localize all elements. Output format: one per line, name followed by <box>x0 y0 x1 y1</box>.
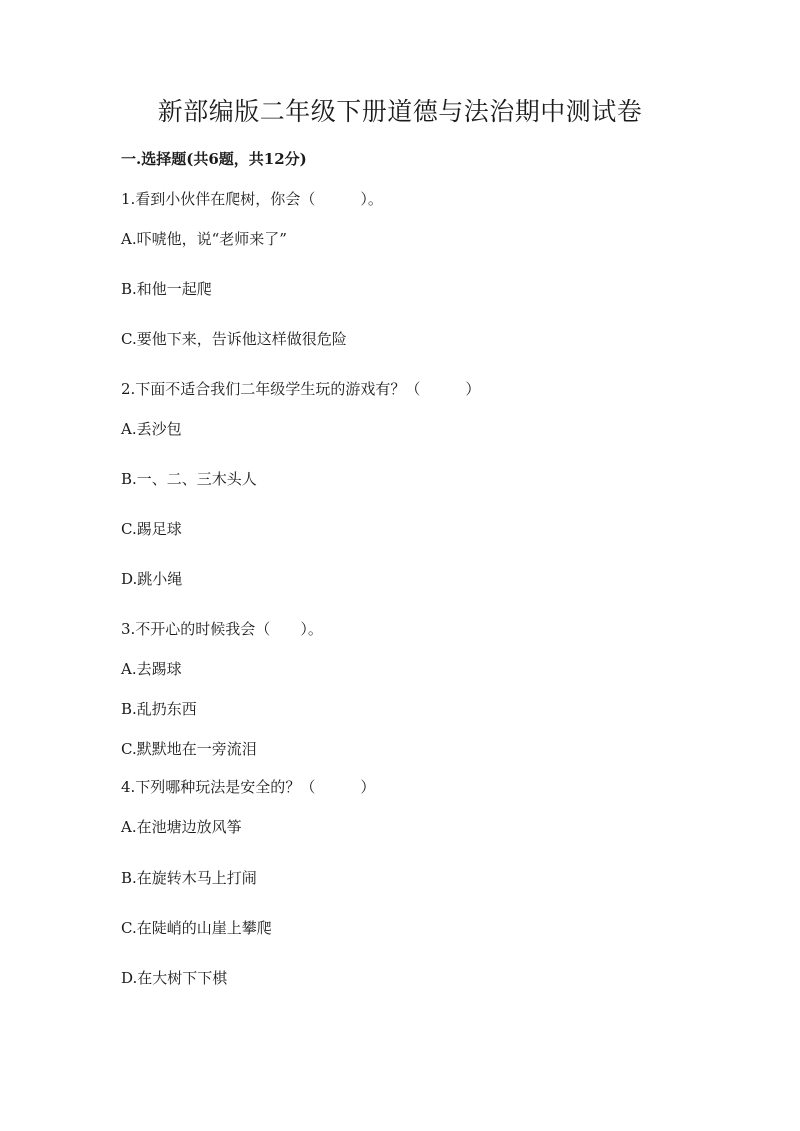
question-2-option-c: C.踢足球 <box>121 520 182 538</box>
question-3-stem: 3.不开心的时候我会（ ）。 <box>121 620 323 638</box>
question-2-option-b: B.一、二、三木头人 <box>121 470 257 488</box>
question-3-option-b: B.乱扔东西 <box>121 700 197 718</box>
question-4-option-a: A.在池塘边放风筝 <box>121 818 242 836</box>
page-title: 新部编版二年级下册道德与法治期中测试卷 <box>157 97 643 126</box>
question-1-option-a: A.吓唬他，说“老师来了” <box>121 230 287 248</box>
question-1-option-b: B.和他一起爬 <box>121 280 212 298</box>
question-2-stem: 2.下面不适合我们二年级学生玩的游戏有？（ ） <box>121 380 481 398</box>
question-4-option-d: D.在大树下下棋 <box>121 969 228 987</box>
question-1-option-c: C.要他下来，告诉他这样做很危险 <box>121 330 347 348</box>
question-2-option-a: A.丢沙包 <box>121 420 182 438</box>
question-4-option-c: C.在陡峭的山崖上攀爬 <box>121 919 272 937</box>
question-4-stem: 4.下列哪种玩法是安全的？（ ） <box>121 778 376 796</box>
question-3-option-c: C.默默地在一旁流泪 <box>121 740 257 758</box>
question-2-option-d: D.跳小绳 <box>121 570 183 588</box>
question-1-stem: 1.看到小伙伴在爬树，你会（ ）。 <box>121 190 383 208</box>
question-3-option-a: A.去踢球 <box>121 660 182 678</box>
question-4-option-b: B.在旋转木马上打闹 <box>121 869 257 887</box>
section-heading: 一.选择题(共6题，共12分) <box>121 150 307 168</box>
